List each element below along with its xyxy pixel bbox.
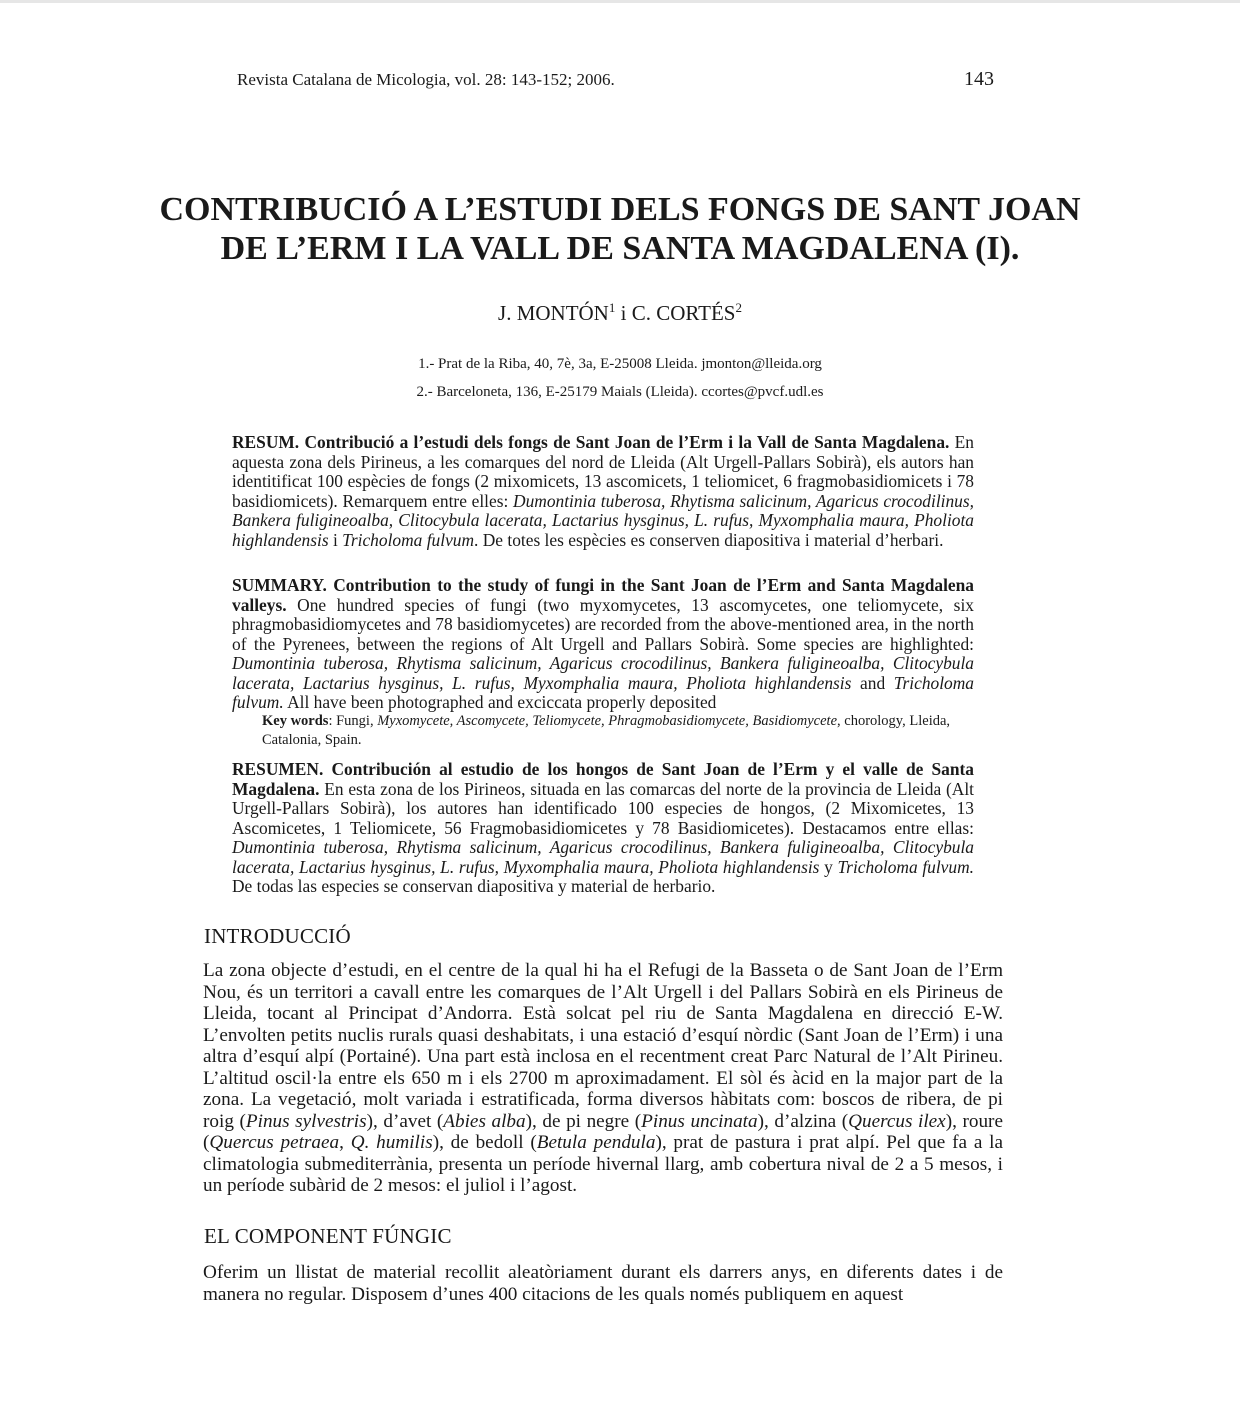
author-1-mark: 1 xyxy=(608,300,616,315)
abstract-spanish xyxy=(232,760,974,897)
keywords xyxy=(262,712,974,750)
scan-edge xyxy=(0,0,1240,3)
paper-title xyxy=(150,190,1090,268)
summary-species-1: Dumontinia tuberosa, Rhytisma salicinum, Agaricus crocodilinus, Bankera fuligineoalba, Clitocybula lacerata, Lactarius hysginus, L. rufus, Myxomphalia maura, Pholiota highlandensis xyxy=(232,653,974,693)
page-number: 143 xyxy=(964,68,994,90)
intro-species-5: Quercus petraea xyxy=(209,1132,340,1153)
intro-species-4: Quercus ilex xyxy=(848,1110,946,1132)
component-paragraph: Oferim un llistat de material recollit aleatòriament durant els darrers anys, en diferents dates i de manera no regular. Disposem d’unes 400 citacions de les quals només publiquem en aquest xyxy=(203,1262,1003,1305)
affiliation-1: 1.- Prat de la Riba, 40, 7è, 3a, E-25008 Lleida. jmonton@lleida.org xyxy=(418,356,822,372)
intro-text-c: ), de pi negre ( xyxy=(525,1110,642,1132)
intro-text-h: ), prat de pastura i prat alpí. Pel que fa a la climatologia submediterrània, presenta un període hivernal llarg, amb cobertura nival de 2 a 5 mesos, i un període subàrid de 2 mesos: el juliol i l’agost. xyxy=(203,1132,1003,1196)
resumen-label: RESUMEN. xyxy=(232,759,324,779)
summary-text-2: and xyxy=(851,672,894,693)
author-2: C. CORTÉS xyxy=(631,301,736,325)
section-heading-introduccio: INTRODUCCIÓ xyxy=(204,924,351,948)
intro-text-b: ), d’avet ( xyxy=(366,1110,444,1132)
affiliation-2: 2.- Barceloneta, 136, E-25179 Maials (Lleida). ccortes@pvcf.udl.es xyxy=(416,384,824,400)
author-2-mark: 2 xyxy=(735,300,742,315)
keywords-colon: : Fungi, xyxy=(328,713,378,729)
resum-text-1: En aquesta zona dels Pirineus, a les comarques del nord de Lleida (Alt Urgell-Pallars Sobirà), els autors han identitificat 100 espècies de fongs (2 mixomicets, 13 ascomicets, 1 teliomicet, 6 fragmobasidiomicets i 78 basidiomicets). Remarquem entre elles: xyxy=(232,432,974,511)
summary-label: SUMMARY. xyxy=(232,575,327,595)
resum-species-1: Dumontinia tuberosa, Rhytisma salicinum, Agaricus crocodilinus, Bankera fuligineoalba, Clitocybula lacerata, Lactarius hysginus, L. rufus, Myxomphalia maura, Pholiota highlandensis xyxy=(232,490,974,550)
author-1: J. MONTÓN xyxy=(498,301,609,325)
resumen-heading: Contribución al estudio de los hongos de Sant Joan de l’Erm y el valle de Santa Magdalena. xyxy=(232,759,974,799)
introduccio-paragraph xyxy=(203,960,1003,1197)
resumen-species-1: Dumontinia tuberosa, Rhytisma salicinum, Agaricus crocodilinus, Bankera fuligineoalba, Clitocybula lacerata, Lactarius hysginus, L. rufus, Myxomphalia maura, Pholiota highlandensis xyxy=(232,837,974,877)
resum-text-3: . De totes les espècies es conserven diapositiva i material d’herbari. xyxy=(474,529,944,550)
authors-conj: i xyxy=(615,301,632,325)
resumen-text-2: y xyxy=(819,856,838,877)
intro-species-3: Pinus uncinata xyxy=(641,1110,758,1132)
resumen-text-3: De todas las especies se conservan diapositiva y material de herbario. xyxy=(232,876,716,896)
authors xyxy=(0,300,1240,326)
intro-text-g: ), de bedoll ( xyxy=(432,1132,537,1153)
abstract-english xyxy=(232,576,974,713)
resum-label: RESUM. xyxy=(232,432,300,452)
resumen-text-1: En esta zona de los Pirineos, situada en las comarcas del norte de la provincia de Lleida (Alt Urgell-Pallars Sobirà), los autores han identificado 100 especies de hongos, (2 Mixomicetes, 13 Ascomicetes, 1 Teliomicete, 56 Fragmobasidiomicetes y 78 Basidiomicetes). Destacamos entre ellas: xyxy=(232,778,974,838)
section-heading-component-fungic: EL COMPONENT FÚNGIC xyxy=(204,1224,452,1248)
intro-species-1: Pinus sylvestris xyxy=(245,1110,367,1132)
summary-species-2: Tricholoma fulvum. xyxy=(232,672,974,712)
intro-species-6: Q. humilis xyxy=(350,1132,433,1153)
summary-text-1: One hundred species of fungi (two myxomycetes, 13 ascomycetes, one teliomycete, six phragmobasidiomycetes and 78 basidiomycetes) are recorded from the above-mentioned area, in the north of the Pyrenees, between the regions of Alt Urgell and Pallars Sobirà. Some species are highlighted: xyxy=(232,594,974,654)
resum-text-2: i xyxy=(328,529,343,550)
intro-text-f: , xyxy=(339,1132,351,1153)
abstract-catalan xyxy=(232,433,974,550)
title-line-2: DE L’ERM I LA VALL DE SANTA MAGDALENA (I). xyxy=(220,230,1020,267)
resum-heading: Contribució a l’estudi dels fongs de Sant Joan de l’Erm i la Vall de Santa Magdalena. xyxy=(304,432,950,452)
keywords-rest: , chorology, Lleida, Catalonia, Spain. xyxy=(262,713,951,748)
intro-text-a: La zona objecte d’estudi, en el centre de la qual hi ha el Refugi de la Basseta o de Sant Joan de l’Erm Nou, és un territori a cavall entre les comarques de l’Alt Urgell i del Pallars Sobirà en els Pirineus de Lleida, tocant al Principat d’Andorra. Està solcat pel riu de Santa Magdalena en direcció E-W. L’envolten petits nuclis rurals quasi deshabitats, i una estació d’esquí nòrdic (Sant Joan de l’Erm) i una altra d’esquí alpí (Portainé). Una part està inclosa en el recentment creat Parc Natural de l’Alt Pirineu. L’altitud oscil·la entre els 650 m i els 2700 m aproximadament. El sòl és àcid en la major part de la zona. La vegetació, molt variada i estratificada, forma diversos hàbitats com: boscos de ribera, de pi roig ( xyxy=(203,960,1003,1132)
resumen-species-2: Tricholoma fulvum. xyxy=(837,856,975,877)
summary-heading: Contribution to the study of fungi in the Sant Joan de l’Erm and Santa Magdalena valleys. xyxy=(232,575,974,615)
summary-text-3: All have been photographed and exciccata properly deposited xyxy=(283,692,717,712)
intro-text-e: ), roure ( xyxy=(203,1110,1003,1153)
intro-text-d: ), d’alzina ( xyxy=(757,1110,849,1132)
intro-species-2: Abies alba xyxy=(443,1110,526,1132)
keywords-terms: Myxomycete, Ascomycete, Teliomycete, Phragmobasidiomycete, Basidiomycete xyxy=(377,713,838,729)
resum-species-2: Tricholoma fulvum xyxy=(342,529,475,550)
intro-species-7: Betula pendula xyxy=(536,1132,656,1153)
title-line-1: CONTRIBUCIÓ A L’ESTUDI DELS FONGS DE SANT JOAN xyxy=(159,191,1081,228)
keywords-label: Key words xyxy=(262,713,329,729)
journal-header: Revista Catalana de Micologia, vol. 28: 143-152; 2006. xyxy=(237,70,615,89)
